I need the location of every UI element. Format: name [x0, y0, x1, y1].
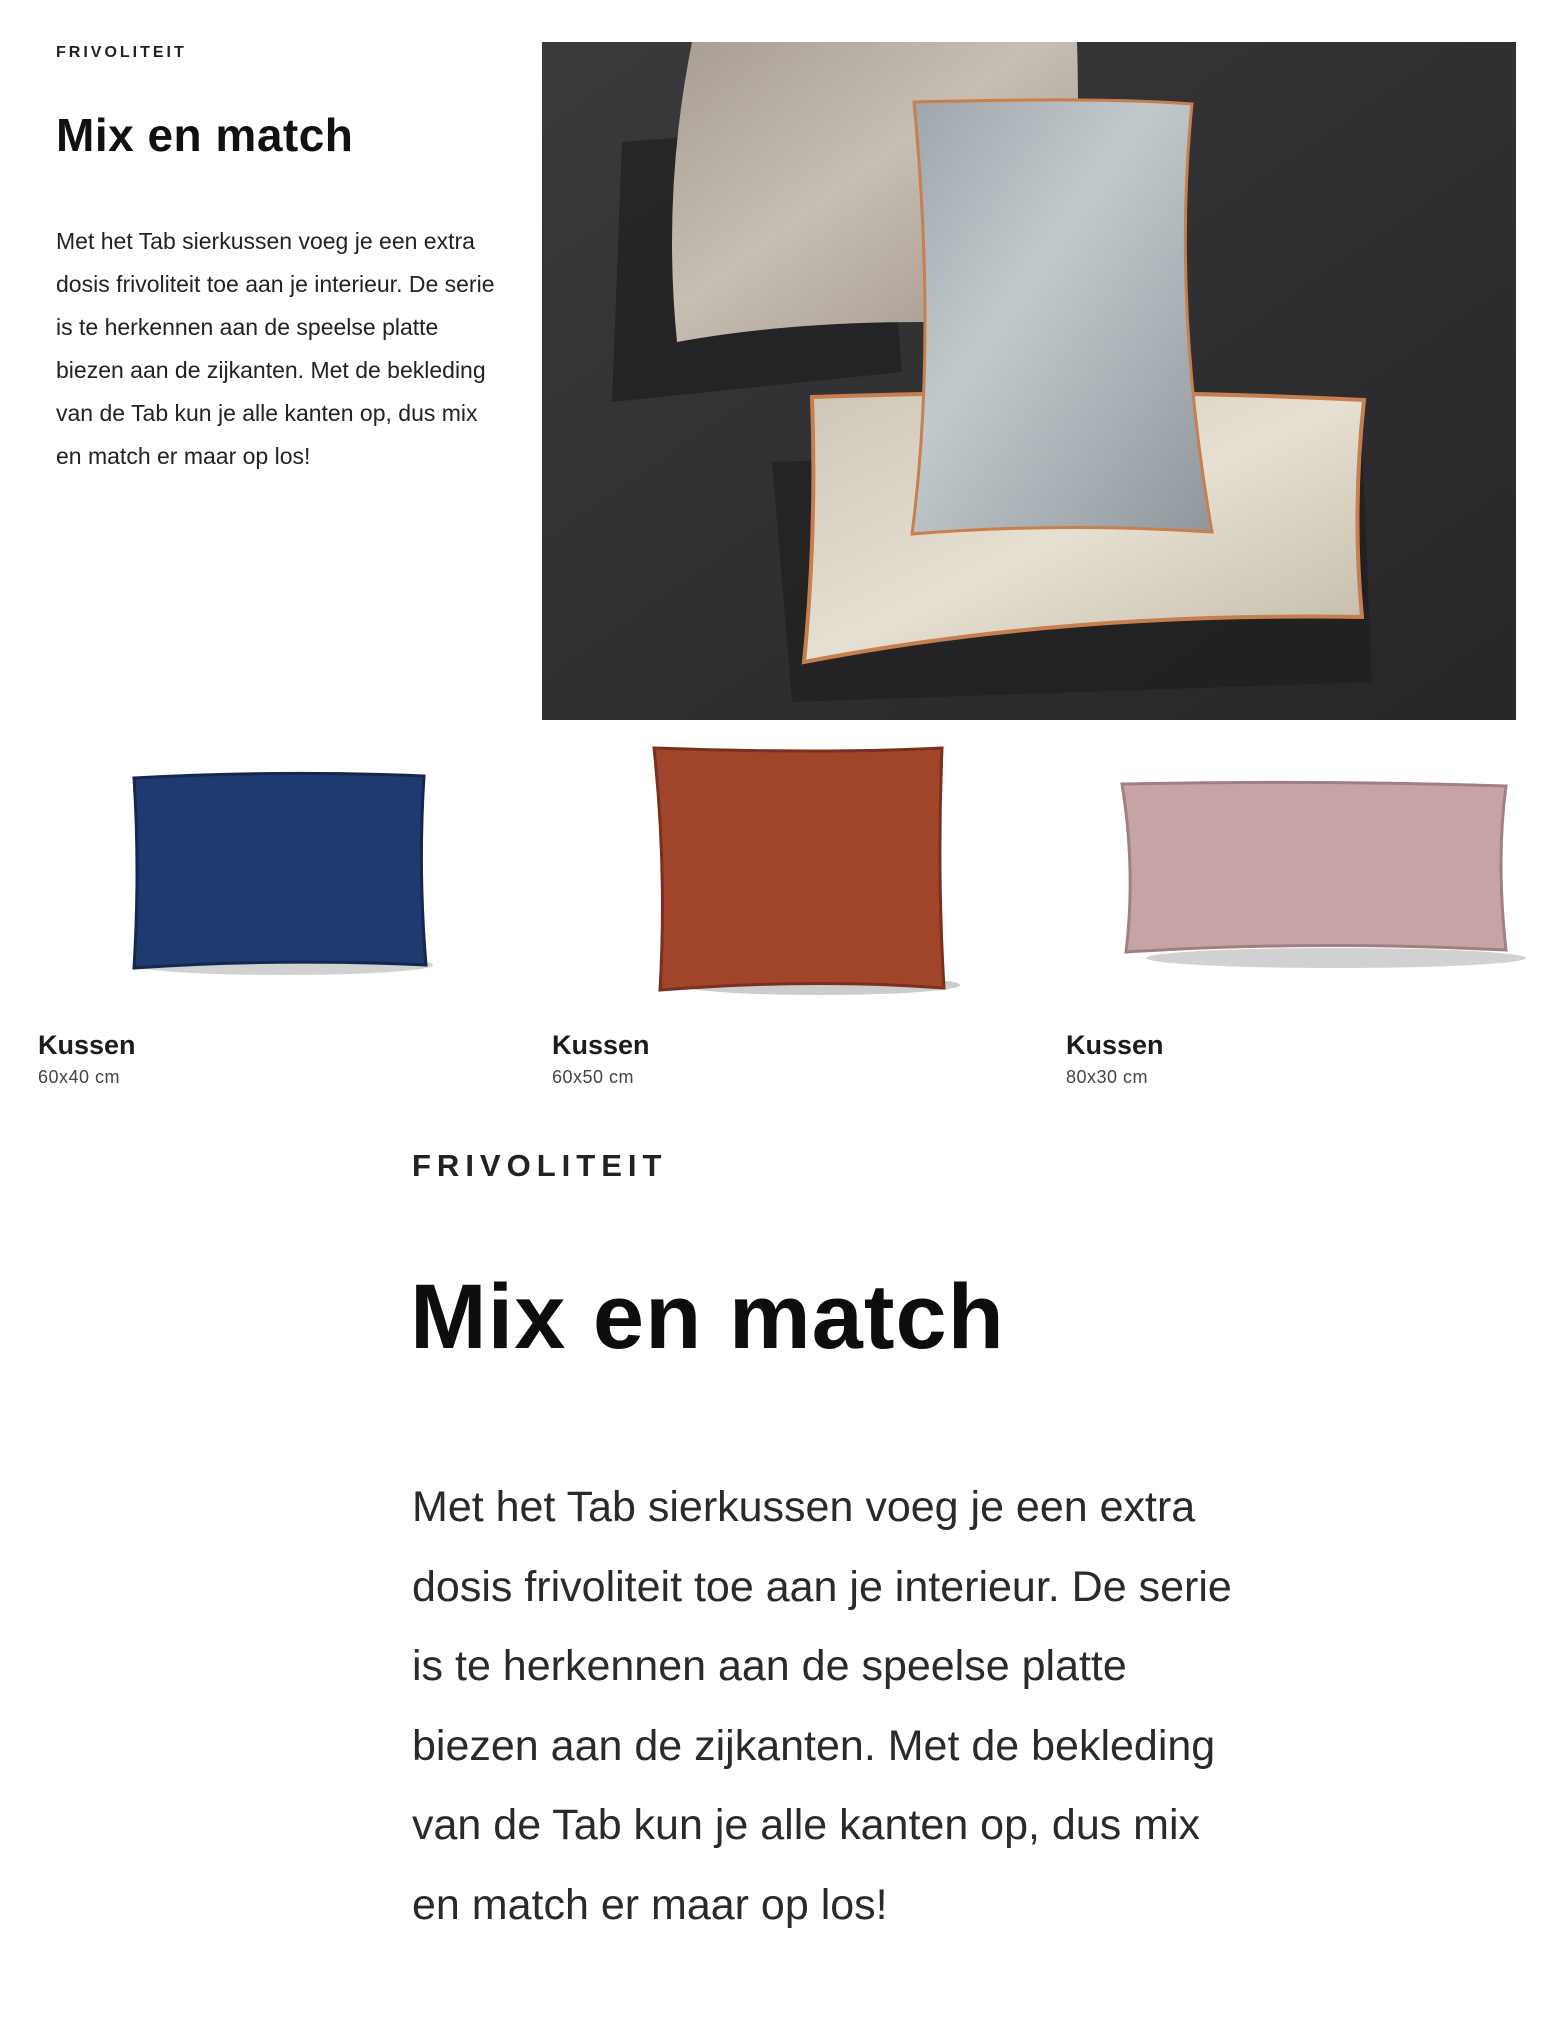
product-size: 80x30 cm — [1066, 1067, 1149, 1087]
cushion-rust-icon — [552, 740, 1052, 1020]
product-name: Kussen — [38, 1030, 136, 1060]
section-body: Met het Tab sierkussen voeg je een extra dosis frivoliteit toe aan je interieur. De serie is te herkennen aan de speelse platte biezen aan de zijkanten. Met de bekleding van de Tab kun je alle kanten op, dus mix en match er maar op los! — [56, 228, 495, 469]
cushion-pink-icon — [1066, 740, 1550, 1020]
product-name: Kussen — [552, 1030, 650, 1060]
section-eyebrow-large: FRIVOLITEIT — [412, 1148, 668, 1183]
product-size: 60x50 cm — [552, 1067, 635, 1087]
section-title-large: Mix en match — [410, 1266, 1005, 1368]
cushions-illustration — [542, 42, 1516, 720]
section-eyebrow: FRIVOLITEIT — [56, 44, 187, 61]
product-card[interactable] — [1066, 740, 1550, 1100]
hero-cushions-image — [542, 42, 1516, 720]
section-body-large: Met het Tab sierkussen voeg je een extra dosis frivoliteit toe aan je interieur. De serie is te herkennen aan de speelse platte biezen aan de zijkanten. Met de bekleding van de Tab kun je alle kanten op, dus mix en match er maar op los! — [412, 1483, 1232, 1929]
product-size: 60x40 cm — [38, 1067, 121, 1087]
product-card[interactable] — [38, 740, 538, 1100]
section-title: Mix en match — [56, 109, 354, 161]
product-name: Kussen — [1066, 1030, 1164, 1060]
product-card[interactable] — [552, 740, 1052, 1100]
cushion-blue-icon — [38, 740, 538, 1020]
